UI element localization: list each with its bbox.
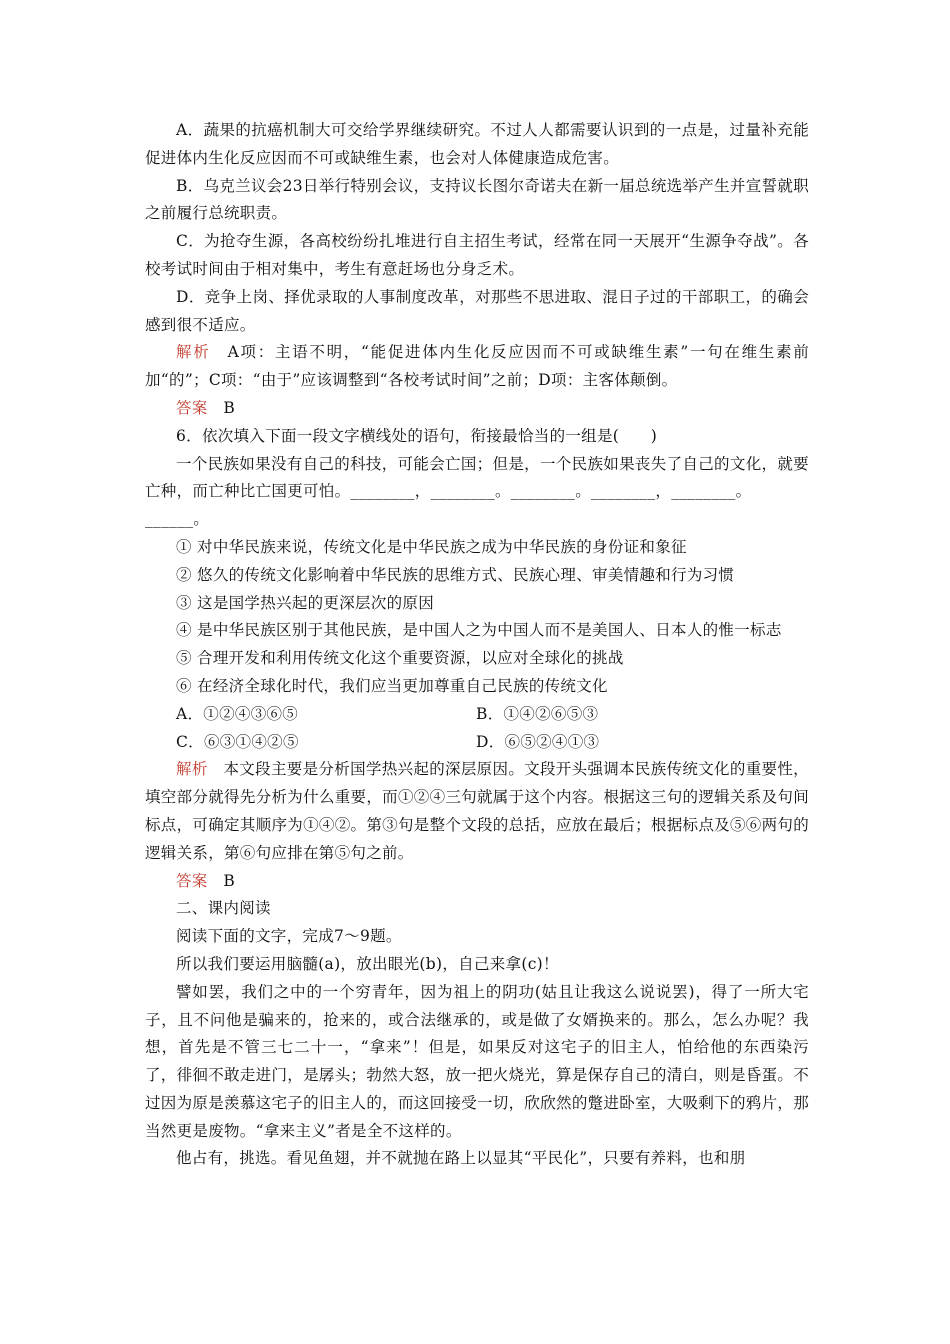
reading-paragraph-1: 所以我们要运用脑髓(a)，放出眼光(b)，自己来拿(c)！ (176, 954, 559, 973)
q6-sentence-3: ③ 这是国学热兴起的更深层次的原因 (176, 593, 435, 612)
q6-analysis-label: 解析 (176, 760, 208, 779)
q6-sentence-4: ④ 是中华民族区别于其他民族，是中国人之为中国人而不是美国人、日本人的惟一标志 (176, 621, 782, 640)
q5-analysis-text: A项：主语不明，“能促进体内生化反应因而不可或缺维生素”一句在维生素前加“的”；C项：“由于”应该调整到“各校考试时间”之前；D项：主客体颠倒。 (145, 343, 809, 390)
q6-analysis-text: 本文段主要是分析国学热兴起的深层原因。文段开头强调本民族传统文化的重要性，填空部分就得先分析为什么重要，而①②④三句就属于这个内容。根据这三句的逻辑关系及句间标点，可确定其顺序为①④②。第③句是整个文段的总括，应放在最后；根据标点及⑤⑥两句的逻辑关系，第⑥句应排在第⑤句之前。 (145, 760, 809, 862)
q5-analysis (145, 339, 809, 395)
q6-sentence-2: ② 悠久的传统文化影响着中华民族的思维方式、民族心理、审美情趣和行为习惯 (176, 565, 735, 584)
q5-option-b: B．乌克兰议会23日举行特别会议，支持议长图尔奇诺夫在新一届总统选举产生并宣誓就职之前履行总统职责。 (145, 176, 809, 223)
q5-analysis-label: 解析 (176, 343, 211, 362)
q6-choice-b: B．①④②⑥⑤③ (476, 704, 599, 723)
q6-passage: 一个民族如果没有自己的科技，可能会亡国；但是，一个民族如果丧失了自己的文化，就要亡种，而亡种比亡国更可怕。________，________。________。________，________。 (145, 454, 809, 501)
q6-choice-c: C．⑥③①④②⑤ (176, 732, 299, 751)
q6-sentence-1: ① 对中华民族来说，传统文化是中华民族之成为中华民族的身份证和象征 (176, 537, 687, 556)
q5-answer (145, 395, 809, 423)
reading-instruction: 阅读下面的文字，完成7～9题。 (176, 927, 402, 946)
q6-choice-d: D．⑥⑤②④①③ (476, 732, 600, 751)
q6-choices-row-1 (145, 701, 809, 729)
q6-sentence-5: ⑤ 合理开发和利用传统文化这个重要资源，以应对全球化的挑战 (176, 649, 624, 668)
q6-answer-text: B (223, 871, 236, 890)
q6-choices-row-2 (145, 729, 809, 757)
q6-answer (145, 868, 809, 896)
section-heading: 二、课内阅读 (176, 899, 271, 918)
q6-answer-label: 答案 (176, 871, 208, 890)
q5-answer-text: B (223, 398, 236, 417)
document-body (145, 117, 809, 1173)
q6-analysis (145, 756, 809, 867)
q6-choice-a: A．①②④③⑥⑤ (176, 704, 299, 723)
reading-paragraph-2: 譬如罢，我们之中的一个穷青年，因为祖上的阴功(姑且让我这么说说罢)，得了一所大宅子，且不问他是骗来的，抢来的，或合法继承的，或是做了女婿换来的。那么，怎么办呢？我想，首先是不管三七二十一，“拿来”！但是，如果反对这宅子的旧主人，怕给他的东西染污了，徘徊不敢走进门，是孱头；勃然大怒，放一把火烧光，算是保存自己的清白，则是昏蛋。不过因为原是羡慕这宅子的旧主人的，而这回接受一切，欣欣然的蹩进卧室，大吸剩下的鸦片，那当然更是废物。“拿来主义”者是全不这样的。 (145, 982, 809, 1140)
q6-passage-tail: ______。 (145, 510, 210, 529)
q5-option-a: A．蔬果的抗癌机制大可交给学界继续研究。不过人人都需要认识到的一点是，过量补充能促进体内生化反应因而不可或缺维生素，也会对人体健康造成危害。 (145, 121, 809, 167)
reading-paragraph-3: 他占有，挑选。看见鱼翅，并不就抛在路上以显其“平民化”，只要有养料，也和朋 (176, 1149, 746, 1168)
q5-option-c: C．为抢夺生源，各高校纷纷扎堆进行自主招生考试，经常在同一天展开“生源争夺战”。各校考试时间由于相对集中，考生有意赶场也分身乏术。 (145, 232, 809, 278)
q5-option-d: D．竞争上岗、择优录取的人事制度改革，对那些不思进取、混日子过的干部职工，的确会感到很不适应。 (145, 287, 809, 334)
q6-sentence-6: ⑥ 在经济全球化时代，我们应当更加尊重自己民族的传统文化 (176, 676, 608, 695)
q5-answer-label: 答案 (176, 398, 208, 417)
q6-stem: 6．依次填入下面一段文字横线处的语句，衔接最恰当的一组是( ) (176, 426, 658, 445)
